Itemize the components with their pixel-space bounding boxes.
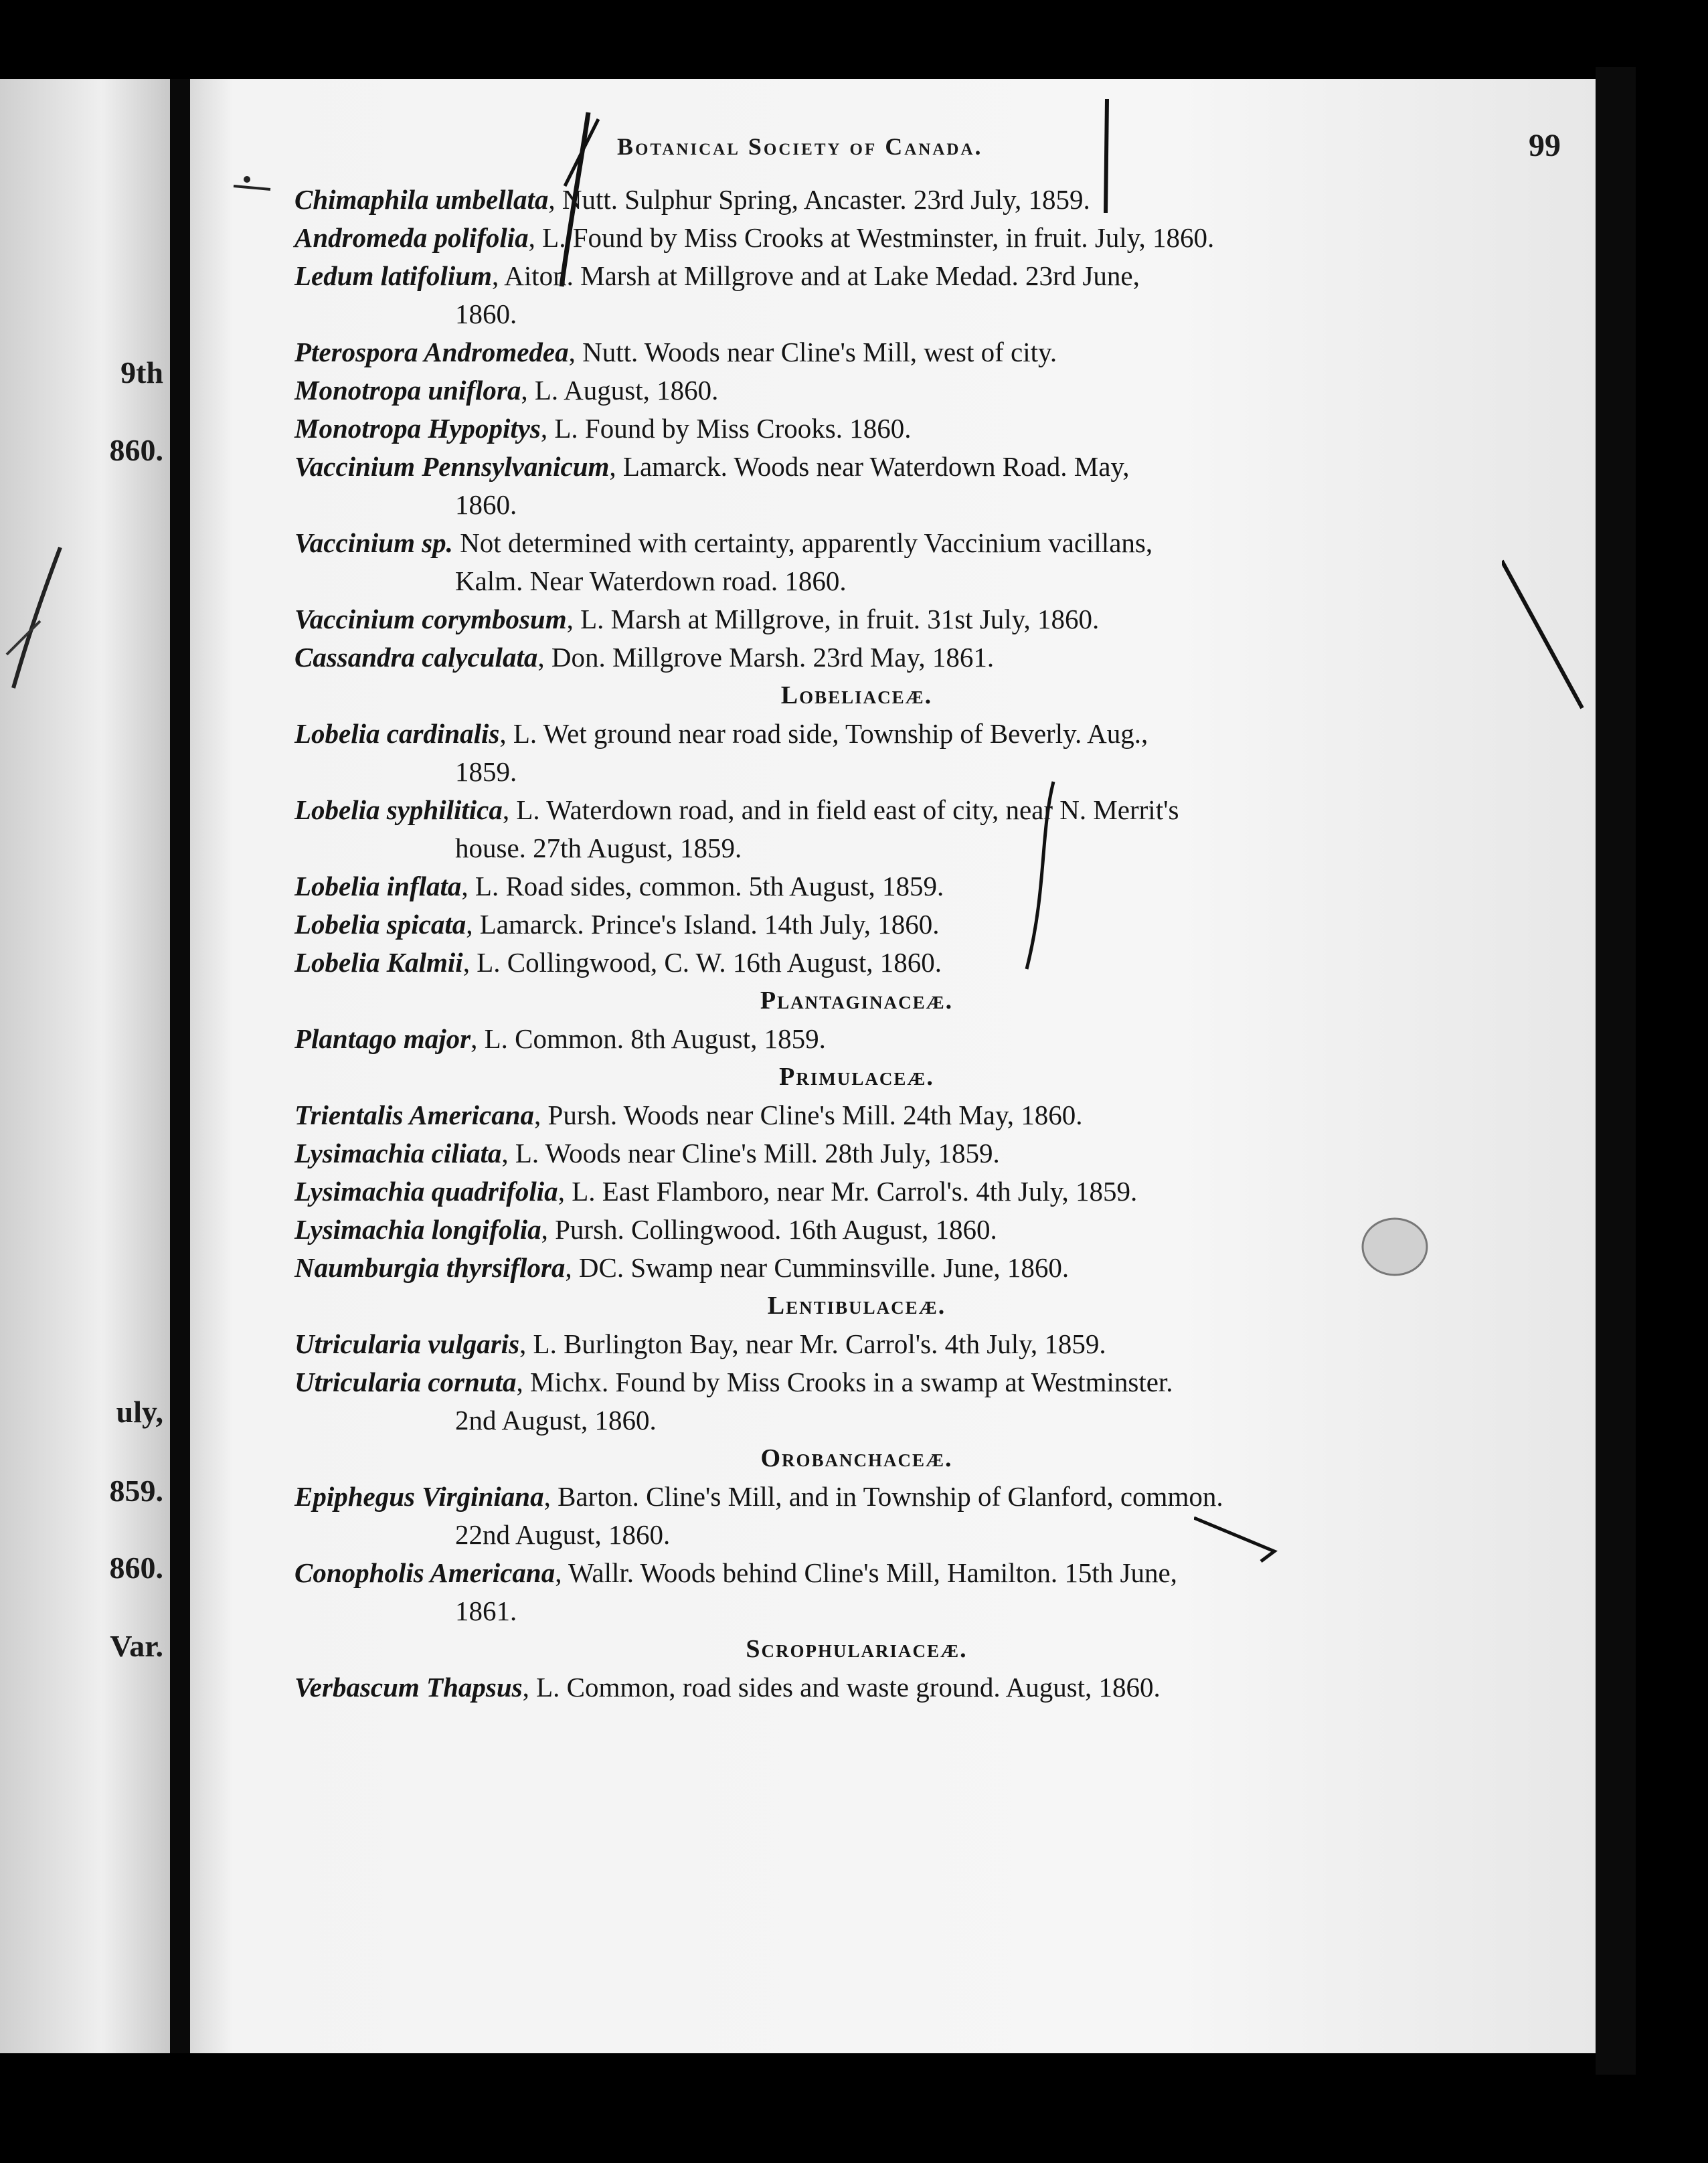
facing-page-fragment: uly, <box>116 1395 163 1429</box>
entry-text: , L. Common, road sides and waste ground. August, 1860. <box>522 1672 1161 1703</box>
species-entry <box>294 715 1339 791</box>
entry-first-line <box>294 1173 1339 1211</box>
entry-text: , L. Burlington Bay, near Mr. Carrol's. 4th July, 1859. <box>519 1328 1106 1359</box>
entry-text: , Nutt. Sulphur Spring, Ancaster. 23rd July, 1859. <box>548 184 1090 215</box>
species-name: Lobelia inflata <box>294 871 462 901</box>
entry-text: , DC. Swamp near Cumminsville. June, 1860. <box>565 1252 1070 1283</box>
facing-page-fragment: 860. <box>109 1551 163 1585</box>
page-number: 99 <box>1529 128 1561 163</box>
entry-first-line <box>294 257 1339 295</box>
species-name: Utricularia vulgaris <box>294 1328 520 1359</box>
entry-continuation: 1860. <box>455 489 517 520</box>
species-name: Lysimachia ciliata <box>294 1138 502 1169</box>
entry-first-line <box>294 410 1339 448</box>
species-entry <box>294 524 1339 600</box>
species-name: Chimaphila umbellata <box>294 184 549 215</box>
species-name: Andromeda polifolia <box>294 222 529 253</box>
facing-page-fragment: 859. <box>109 1474 163 1508</box>
running-head <box>423 128 1561 173</box>
paper-speck <box>230 169 277 196</box>
species-entry <box>294 867 1339 905</box>
entry-first-line <box>294 1096 1339 1134</box>
species-name: Lysimachia longifolia <box>294 1214 541 1245</box>
species-name: Naumburgia thyrsiflora <box>294 1252 566 1283</box>
page-edge-shadow <box>1596 67 1636 2075</box>
entry-first-line <box>294 1668 1339 1707</box>
family-heading: Scrophulariaceæ. <box>746 1635 968 1663</box>
species-entry <box>294 1020 1339 1058</box>
entry-first-line <box>294 944 1339 982</box>
entry-first-line <box>294 1134 1339 1173</box>
entry-first-line <box>294 867 1339 905</box>
species-entry <box>294 905 1339 944</box>
species-name: Lobelia Kalmii <box>294 947 463 978</box>
entry-first-line <box>294 371 1339 410</box>
species-name: Vaccinium Pennsylvanicum <box>294 451 610 482</box>
species-entry <box>294 1173 1339 1211</box>
entry-continuation: 22nd August, 1860. <box>455 1519 671 1550</box>
entry-text: , L. Woods near Cline's Mill. 28th July, 1859. <box>501 1138 1000 1169</box>
species-name: Monotropa Hypopitys <box>294 413 541 444</box>
species-name: Lobelia spicata <box>294 909 466 940</box>
species-entry <box>294 333 1339 371</box>
entry-text: , Lamarck. Woods near Waterdown Road. May, <box>609 451 1130 482</box>
species-entry <box>294 448 1339 524</box>
entry-first-line <box>294 715 1339 753</box>
entry-text: , L. Common. 8th August, 1859. <box>471 1023 826 1054</box>
entry-continuation: 1860. <box>455 298 517 329</box>
species-entry <box>294 600 1339 638</box>
species-name: Conopholis Americana <box>294 1557 556 1588</box>
entry-text: , Don. Millgrove Marsh. 23rd May, 1861. <box>537 642 995 673</box>
entry-text: , L. East Flamboro, near Mr. Carrol's. 4th July, 1859. <box>558 1176 1138 1207</box>
species-entry <box>294 1096 1339 1134</box>
entry-text: , Pursh. Woods near Cline's Mill. 24th May, 1860. <box>534 1100 1083 1130</box>
entry-text: , L. Road sides, common. 5th August, 1859. <box>461 871 944 901</box>
family-heading: Plantaginaceæ. <box>760 986 954 1015</box>
entry-text: , Aiton. Marsh at Millgrove and at Lake Medad. 23rd June, <box>492 260 1140 291</box>
species-entry <box>294 1249 1339 1287</box>
entry-continuation: Kalm. Near Waterdown road. 1860. <box>455 566 847 596</box>
entry-first-line <box>294 638 1339 677</box>
species-name: Monotropa uniflora <box>294 375 521 406</box>
species-entry <box>294 1363 1339 1440</box>
species-entry <box>294 181 1339 219</box>
species-name: Lobelia syphilitica <box>294 794 503 825</box>
species-name: Vaccinium sp. <box>294 527 453 558</box>
species-name: Trientalis Americana <box>294 1100 535 1130</box>
facing-page-edge <box>0 79 170 2053</box>
entry-text: , Lamarck. Prince's Island. 14th July, 1860. <box>466 909 940 940</box>
species-name: Lysimachia quadrifolia <box>294 1176 558 1207</box>
entry-text: , Barton. Cline's Mill, and in Township of Glanford, common. <box>543 1481 1223 1512</box>
entry-text: , L. Found by Miss Crooks. 1860. <box>540 413 912 444</box>
entry-first-line <box>294 448 1339 486</box>
pencil-mark <box>1502 547 1602 721</box>
entry-continuation: 2nd August, 1860. <box>455 1405 657 1436</box>
species-name: Utricularia cornuta <box>294 1367 517 1397</box>
species-name: Lobelia cardinalis <box>294 718 500 749</box>
species-name: Plantago major <box>294 1023 471 1054</box>
facing-page-fragment: 860. <box>109 433 163 467</box>
species-entry <box>294 219 1339 257</box>
entry-text: , Michx. Found by Miss Crooks in a swamp at Westminster. <box>516 1367 1173 1397</box>
species-name: Cassandra calyculata <box>294 642 538 673</box>
entry-first-line <box>294 219 1339 257</box>
species-entry <box>294 638 1339 677</box>
species-name: Epiphegus Virginiana <box>294 1481 544 1512</box>
entry-text: , L. August, 1860. <box>521 375 719 406</box>
entry-first-line <box>294 905 1339 944</box>
entry-first-line <box>294 181 1339 219</box>
species-list <box>294 181 1339 1707</box>
entry-first-line <box>294 524 1339 562</box>
species-entry <box>294 1211 1339 1249</box>
species-entry <box>294 257 1339 333</box>
entry-text: , L. Found by Miss Crooks at Westminster, in fruit. July, 1860. <box>528 222 1215 253</box>
entry-continuation: 1859. <box>455 756 517 787</box>
entry-text: , L. Marsh at Millgrove, in fruit. 31st July, 1860. <box>566 604 1100 634</box>
entry-first-line <box>294 1554 1339 1592</box>
species-entry <box>294 944 1339 982</box>
species-entry <box>294 1554 1339 1630</box>
entry-first-line <box>294 1249 1339 1287</box>
family-heading: Orobanchaceæ. <box>760 1444 953 1472</box>
species-name: Pterospora Andromedea <box>294 337 569 367</box>
entry-text: , L. Wet ground near road side, Township of Beverly. Aug., <box>499 718 1148 749</box>
facing-page-fragment: Var. <box>110 1629 163 1663</box>
entry-first-line <box>294 1363 1339 1401</box>
entry-text: Not determined with certainty, apparently Vaccinium vacillans, <box>452 527 1153 558</box>
species-entry <box>294 1134 1339 1173</box>
entry-first-line <box>294 1020 1339 1058</box>
species-name: Vaccinium corymbosum <box>294 604 567 634</box>
species-entry <box>294 371 1339 410</box>
entry-text: , Wallr. Woods behind Cline's Mill, Hamilton. 15th June, <box>555 1557 1177 1588</box>
paper-stain <box>1355 1210 1435 1284</box>
facing-page-fragment: 9th <box>120 355 163 390</box>
species-entry <box>294 791 1339 867</box>
species-entry <box>294 1668 1339 1707</box>
entry-continuation: 1861. <box>455 1595 517 1626</box>
entry-first-line <box>294 1478 1339 1516</box>
running-head-title: Botanical Society of Canada. <box>617 133 983 160</box>
species-name: Ledum latifolium <box>294 260 492 291</box>
species-entry <box>294 410 1339 448</box>
species-entry <box>294 1478 1339 1554</box>
entry-first-line <box>294 600 1339 638</box>
species-entry <box>294 1325 1339 1363</box>
entry-continuation: house. 27th August, 1859. <box>455 833 742 863</box>
family-heading: Lobeliaceæ. <box>780 681 933 709</box>
entry-text: , Nutt. Woods near Cline's Mill, west of city. <box>568 337 1057 367</box>
species-name: Verbascum Thapsus <box>294 1672 523 1703</box>
pencil-mark <box>0 521 80 735</box>
book-binding <box>170 79 190 2053</box>
entry-text: , L. Waterdown road, and in field east of city, near N. Merrit's <box>502 794 1179 825</box>
family-heading: Primulaceæ. <box>779 1063 934 1091</box>
entry-text: , L. Collingwood, C. W. 16th August, 1860. <box>462 947 942 978</box>
entry-first-line <box>294 791 1339 829</box>
entry-first-line <box>294 1211 1339 1249</box>
entry-first-line <box>294 333 1339 371</box>
family-heading: Lentibulaceæ. <box>767 1292 946 1320</box>
entry-text: , Pursh. Collingwood. 16th August, 1860. <box>541 1214 997 1245</box>
entry-first-line <box>294 1325 1339 1363</box>
